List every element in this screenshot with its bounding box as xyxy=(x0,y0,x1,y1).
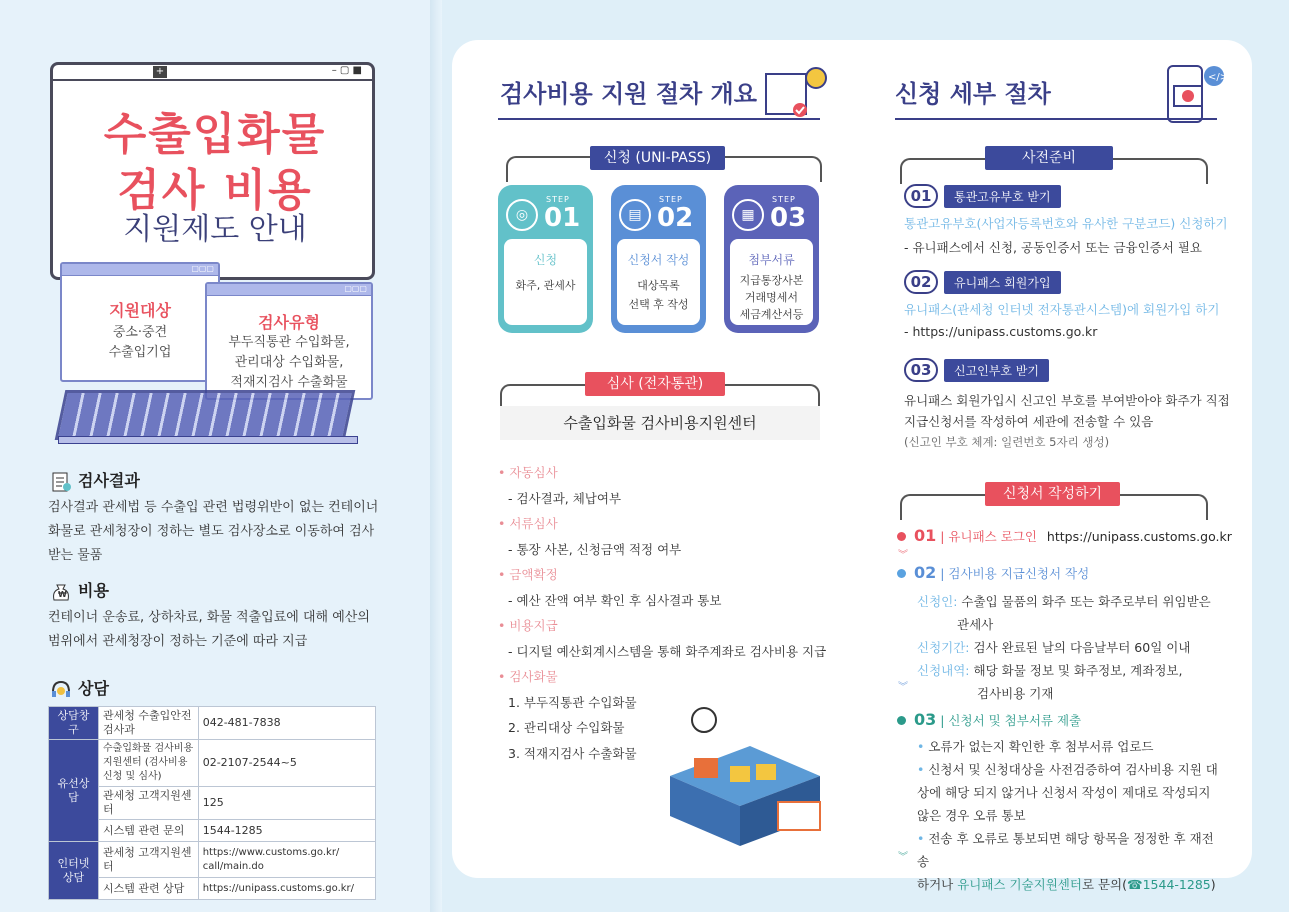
step-card-3 xyxy=(724,185,819,333)
step-number: 03 xyxy=(914,710,937,729)
hero-title-line1: 수출입화물 xyxy=(103,109,327,160)
prep-tag: 신고인부호 받기 xyxy=(944,359,1049,382)
table-cell: 수출입화물 검사비용 지원센터 (검사비용 신청 및 심사) xyxy=(99,740,199,787)
type-window: ▢▢▢ 검사유형 부두직통관 수입화물, 관리대상 수입화물, 적재지검사 수출화물 xyxy=(205,282,373,400)
table-link[interactable]: https://unipass.customs.go.kr/ xyxy=(198,878,375,900)
consult-table xyxy=(48,706,376,900)
hero-title-line2: 검사 비용 xyxy=(117,165,313,216)
write-step-title: | 신청서 및 첨부서류 제출 xyxy=(940,713,1082,728)
type-line: 관리대상 수입화물, xyxy=(234,355,344,370)
detail-heading: 신청 세부 절차 xyxy=(895,80,1051,108)
write-step-3 xyxy=(897,710,1227,896)
review-item-title: • 서류심사 xyxy=(498,516,558,531)
review-item-title: • 자동심사 xyxy=(498,465,558,480)
table-cell: 042-481-7838 xyxy=(198,707,375,740)
table-row xyxy=(49,707,376,740)
step-number: 02 xyxy=(657,203,694,233)
step-number: 02 xyxy=(914,563,937,582)
step-desc: 대상목록 xyxy=(637,279,680,292)
write-pill: 신청서 작성하기 xyxy=(985,482,1120,506)
prep-highlight: 유니패스(관세청 인터넷 전자통관시스템)에 회원가입 하기 xyxy=(904,302,1220,317)
review-item-desc: - 검사결과, 체납여부 xyxy=(508,490,622,506)
step-number: 01 xyxy=(904,184,938,208)
detail-rule xyxy=(895,118,1217,120)
bullet-dot xyxy=(897,716,906,725)
table-cell: 유선상담 xyxy=(49,740,99,842)
step-title: 첨부서류 xyxy=(748,253,795,267)
document-icon: ▤ xyxy=(619,199,651,231)
step-title: 신청서 작성 xyxy=(627,253,690,267)
review-item-title: • 금액확정 xyxy=(498,567,558,582)
review-pill: 심사 (전자통관) xyxy=(585,372,725,396)
type-title: 검사유형 xyxy=(258,313,320,332)
table-row xyxy=(49,787,376,820)
step-card-1 xyxy=(498,185,593,333)
table-cell: 상담창구 xyxy=(49,707,99,740)
cargo-container-illustration xyxy=(660,706,830,856)
step-label: STEP xyxy=(772,195,796,204)
table-cell: 인터넷 상담 xyxy=(49,842,99,900)
document-icon xyxy=(50,472,72,492)
attachment-icon: ▦ xyxy=(732,199,764,231)
prep-pill: 사전준비 xyxy=(985,146,1113,170)
field-key: 신청기간: xyxy=(917,640,970,655)
step-number: 01 xyxy=(914,526,937,545)
tablet-illustration: + – ▢ ■ xyxy=(50,62,375,280)
mobile-code-icon xyxy=(1162,62,1229,126)
review-item-title: • 비용지급 xyxy=(498,618,558,633)
submit-item: • 오류가 없는지 확인한 후 첨부서류 업로드 xyxy=(917,739,1154,754)
hero-title-line3: 지원제도 안내 xyxy=(123,212,307,247)
target-title: 지원대상 xyxy=(109,301,171,320)
field-value: 검사비용 기재 xyxy=(977,686,1054,701)
lightbulb-board-icon xyxy=(760,62,832,124)
bullet-dot xyxy=(897,532,906,541)
step-desc: 세금계산서등 xyxy=(739,308,804,321)
prep-highlight: 통관고유부호(사업자등록번호와 유사한 구분코드) 신청하기 xyxy=(904,216,1228,231)
chevron-down-icon: ︾ xyxy=(898,852,908,863)
prep-body: 지급신청서를 작성하여 세관에 전송할 수 있음 xyxy=(904,414,1154,429)
table-cell: 관세청 고객지원센터 xyxy=(99,787,199,820)
review-item-desc: - 통장 사본, 신청금액 적정 여부 xyxy=(508,541,682,557)
result-heading xyxy=(50,468,140,492)
svg-text:</>: </> xyxy=(1208,72,1229,83)
table-cell: 관세청 수출입안전검사과 xyxy=(99,707,199,740)
keyboard-base xyxy=(58,436,358,444)
prep-body: (신고인 부호 체계: 일련번호 5자리 생성) xyxy=(904,435,1110,449)
write-step-title: | 검사비용 지급신청서 작성 xyxy=(940,566,1090,581)
review-item-desc: - 디지털 예산회계시스템을 통해 화주계좌로 검사비용 지급 xyxy=(508,643,827,659)
submit-contact: 하거나 유니패스 기술지원센터로 문의(☎1544-1285) xyxy=(917,877,1216,892)
step-number: 02 xyxy=(904,270,938,294)
step-label: STEP xyxy=(659,195,683,204)
step-number: 03 xyxy=(770,203,807,233)
field-key: 신청인: xyxy=(917,594,958,609)
prep-tag: 유니패스 회원가입 xyxy=(944,271,1061,294)
review-item-desc: - 예산 잔액 여부 확인 후 심사결과 통보 xyxy=(508,592,722,608)
overview-rule xyxy=(498,118,820,120)
cargo-item: 2. 관리대상 수입화물 xyxy=(508,720,625,735)
table-row xyxy=(49,842,376,878)
step-desc: 선택 후 작성 xyxy=(628,298,689,311)
write-step-2 xyxy=(897,563,1237,705)
bullet-dot xyxy=(897,569,906,578)
prep-step-3 xyxy=(904,358,1234,453)
consult-heading xyxy=(50,676,109,700)
target-window: ▢▢▢ 지원대상 중소·중견 수출입기업 xyxy=(60,262,220,382)
table-cell: 관세청 고객지원센터 xyxy=(99,842,199,878)
submit-item: • 신청서 및 신청대상을 사전검증하여 검사비용 지원 대상에 해당 되지 않거나 신청서 작성이 제대로 작성되지 않은 경우 오류 통보 xyxy=(917,762,1218,823)
step-card-2 xyxy=(611,185,706,333)
cost-heading-text: 비용 xyxy=(78,581,109,600)
result-body: 검사결과 관세법 등 수출입 관련 법령위반이 없는 컨테이너 화물로 관세청장이 정하는 별도 검사장소로 이동하여 검사받는 물품 xyxy=(48,500,379,563)
cost-heading xyxy=(50,578,109,602)
prep-tag: 통관고유부호 받기 xyxy=(944,185,1061,208)
field-value: 관세사 xyxy=(957,617,994,632)
prep-step-1 xyxy=(904,184,1234,256)
headset-icon xyxy=(50,680,72,700)
prep-link[interactable]: - https://unipass.customs.go.kr xyxy=(904,324,1098,339)
submit-item: • 전송 후 오류로 통보되면 해당 항목을 정정한 후 재전송 xyxy=(917,831,1214,869)
field-value: 검사 완료된 날의 다음날부터 60일 이내 xyxy=(973,640,1191,655)
step-desc: 화주, 관세사 xyxy=(515,279,576,292)
cost-body: 컨테이너 운송료, 상하차료, 화물 적출입료에 대해 예산의 범위에서 관세청장이 정하는 기준에 따라 지급 xyxy=(48,610,370,649)
field-value: 해당 화물 정보 및 화주정보, 계좌정보, xyxy=(973,663,1183,678)
step-number: 03 xyxy=(904,358,938,382)
chevron-down-icon: ︾ xyxy=(898,682,908,693)
prep-body: - 유니패스에서 신청, 공동인증서 또는 금융인증서 필요 xyxy=(904,240,1202,255)
table-row xyxy=(49,820,376,842)
step-number: 01 xyxy=(544,203,581,233)
cargo-item: 1. 부두직통관 수입화물 xyxy=(508,694,637,710)
svg-text:₩: ₩ xyxy=(58,589,67,599)
field-key: 신청내역: xyxy=(917,663,970,678)
type-line: 적재지검사 수출화물 xyxy=(230,375,348,390)
write-step-1 xyxy=(897,526,1237,545)
keyboard-illustration xyxy=(55,390,356,440)
table-cell: 시스템 관련 문의 xyxy=(99,820,199,842)
table-cell: 시스템 관련 상담 xyxy=(99,878,199,900)
target-line: 수출입기업 xyxy=(108,345,172,360)
review-center: 수출입화물 검사비용지원센터 xyxy=(500,406,820,440)
overview-heading: 검사비용 지원 절차 개요 xyxy=(500,80,757,108)
table-cell: 02-2107-2544~5 xyxy=(198,740,375,787)
review-item-title: • 검사화물 xyxy=(498,669,558,684)
table-row xyxy=(49,740,376,787)
consult-heading-text: 상담 xyxy=(78,679,109,698)
page-fold xyxy=(430,0,442,912)
field-value: 수출입 물품의 화주 또는 화주로부터 위임받은 xyxy=(961,594,1211,609)
type-line: 부두직통관 수입화물, xyxy=(228,335,350,350)
step-desc: 지급통장사본 xyxy=(739,274,804,287)
target-line: 중소·중견 xyxy=(112,325,168,340)
prep-step-2 xyxy=(904,270,1234,339)
chevron-down-icon: ︾ xyxy=(898,550,908,561)
unipass-link[interactable]: https://unipass.customs.go.kr xyxy=(1046,529,1232,544)
prep-body: 유니패스 회원가입시 신고인 부호를 부여받아야 화주가 직접 xyxy=(904,393,1230,408)
step-label: STEP xyxy=(546,195,570,204)
table-link[interactable]: https://www.customs.go.kr/ call/main.do xyxy=(198,842,375,878)
table-cell: 125 xyxy=(198,787,375,820)
write-step-title: | 유니패스 로그인 xyxy=(940,529,1037,544)
search-icon: ◎ xyxy=(506,199,538,231)
step-desc: 거래명세서 xyxy=(744,291,799,304)
cargo-item: 3. 적재지검사 수출화물 xyxy=(508,745,637,761)
table-row xyxy=(49,878,376,900)
apply-pill: 신청 (UNI-PASS) xyxy=(590,146,725,170)
result-heading-text: 검사결과 xyxy=(78,471,140,490)
money-bag-icon xyxy=(50,582,72,602)
table-cell: 1544-1285 xyxy=(198,820,375,842)
step-title: 신청 xyxy=(533,253,558,267)
